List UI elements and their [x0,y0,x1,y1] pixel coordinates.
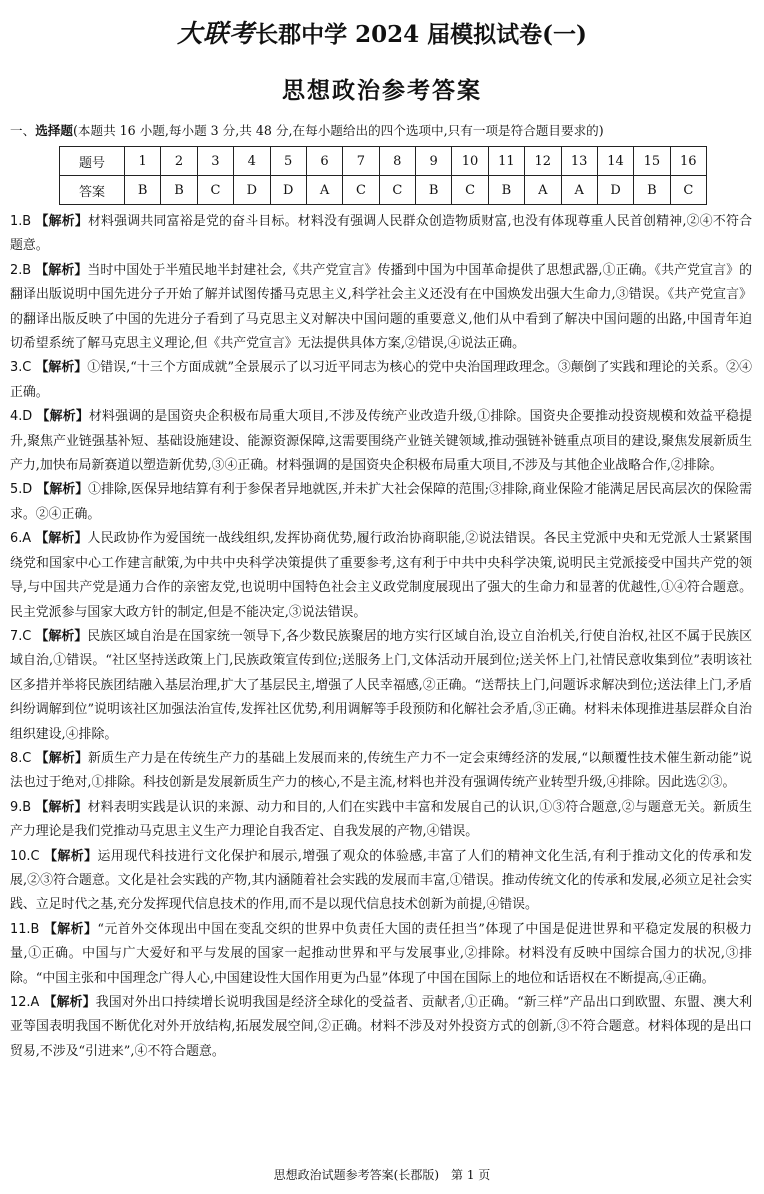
analysis-tag: 【解析】 [43,921,98,937]
analysis-tag: 【解析】 [36,482,89,498]
explanation-item [10,991,752,1064]
explanation-number: 4.D [10,409,33,425]
explanation-number: 1.B [10,214,32,229]
analysis-tag: 【解析】 [36,409,89,425]
question-number-cell: 14 [597,147,633,176]
explanation-list [10,210,752,1064]
page-footer: 思想政治试题参考答案(长郡版) 第 1 页 [273,1168,491,1182]
question-number-cell: 9 [416,147,452,176]
explanation-text: 运用现代科技进行文化保护和展示,增强了观众的体验感,丰富了人们的精神文化生活,有利于推动文化的传承和发展,②③符合题意。文化是社会实践的产物,其内涵随着社会实践的发展而丰富,①错误。推动传统文化的传承和发展,必须立足社会实践、立足时代之基,充分发挥现代信息技术的作用,而不是以现代信息技术创新为前提,④错误。 [10,848,752,913]
explanation-item [10,625,752,747]
answer-cell: B [161,176,197,205]
analysis-tag: 【解析】 [35,750,89,766]
explanation-number: 11.B [10,921,40,937]
explanation-text: 新质生产力是在传统生产力的基础上发展而来的,传统生产力不一定会束缚经济的发展,“以颠覆性技术催生新动能”说法也过于绝对,①排除。科技创新是发展新质生产力的核心,不是主流,材料也并没有强调传统产业转型升级,④排除。因此选②③。 [10,750,752,791]
explanation-number: 10.C [10,848,40,864]
section-title: 选择题 [35,123,73,138]
section-description: (本题共 16 小题,每小题 3 分,共 48 分,在每小题给出的四个选项中,只有一项是符合题目要求的) [72,123,604,138]
explanation-item [10,210,752,259]
answer-cell: C [379,176,415,205]
question-number-cell: 1 [125,147,161,176]
explanation-text: 民族区域自治是在国家统一领导下,各少数民族聚居的地方实行区域自治,设立自治机关,行使自治权,社区不属于民族区域自治,①错误。“社区坚持送政策上门,民族政策宣传到位;送服务上门,文体活动开展到位;送关怀上门,社情民意收集到位”表明该社区多措并举将民族团结融入基层治理,扩大了基层民主,增强了人民幸福感,②正确。“送帮扶上门,问题诉求解决到位;送法律上门,矛盾纠纷调解到位”说明该社区加强法治宣传,发挥社区优势,利用调解等手段预防和化解社会矛盾,③正确。材料未体现推进基层群众自治组织建设,④排除。 [10,628,753,742]
explanation-number: 9.B [10,799,32,815]
explanation-text: ①排除,医保异地结算有利于参保者异地就医,并未扩大社会保障的范围;③排除,商业保险才能满足居民高层次的保险需求。②④正确。 [10,482,752,522]
question-number-cell: 16 [670,147,706,176]
answer-cell: B [488,176,524,205]
answer-table-answer-row [60,176,707,205]
explanation-item [10,478,752,527]
answer-table [59,146,707,205]
explanation-text: 人民政协作为爱国统一战线组织,发挥协商优势,履行政治协商职能,②说法错误。各民主党派中央和无党派人士紧紧围绕党和国家中心工作建言献策,为中共中央科学决策提供了重要参考,这有利于中共中央科学决策,说明民主党派接受中国共产党的领导,与中国共产党是通力合作的亲密友党,也说明中国特色社会主义政党制度展现出了强大的生命力和显著的优越性,①④符合题意。民主党派参与国家大政方针的制定,但是不能决定,③说法错误。 [10,531,752,620]
question-number-cell: 7 [343,147,379,176]
question-number-cell: 5 [270,147,306,176]
question-number-cell: 2 [161,147,197,176]
explanation-number: 6.A [10,531,32,547]
answer-cell: A [561,176,597,205]
question-number-cell: 15 [634,147,670,176]
question-number-cell: 3 [197,147,233,176]
question-number-cell: 6 [306,147,342,176]
answer-cell: D [270,176,306,205]
analysis-tag: 【解析】 [35,214,88,229]
answer-cell: C [197,176,233,205]
analysis-tag: 【解析】 [43,995,96,1010]
answer-cell: B [125,176,161,205]
explanation-item [10,259,752,357]
answer-cell: A [306,176,342,205]
section-number: 一、 [10,123,36,138]
question-number-cell: 12 [525,147,561,176]
section-heading [10,120,758,140]
question-number-cell: 10 [452,147,488,176]
answer-cell: C [670,176,706,205]
explanation-number: 8.C [10,750,32,766]
analysis-tag: 【解析】 [44,848,98,864]
brand-logo-text: 大联考 [177,19,256,48]
answer-cell: C [343,176,379,205]
question-number-cell: 8 [379,147,415,176]
explanation-item [10,845,752,918]
answer-cell: D [597,176,633,205]
explanation-item [10,918,752,991]
explanation-number: 12.A [10,995,40,1010]
answer-cell: A [525,176,561,205]
explanation-item [10,527,752,625]
answer-cell: B [416,176,452,205]
explanation-number: 3.C [10,360,32,376]
explanation-text: 当时中国处于半殖民地半封建社会,《共产党宣言》传播到中国为中国革命提供了思想武器,①正确。《共产党宣言》的翻译出版说明中国先进分子开始了解并试图传播马克思主义,科学社会主义还没有在中国焕发出强大生命力,③错误。《共产党宣言》的翻译出版反映了中国的先进分子看到了马克思主义对解决中国问题的重要意义,他们从中看到了解决中国问题的出路,中国青年迫切希望系统了解马克思主义理论,但《共产党宣言》无法提供具体方案,②错误,④说法正确。 [10,262,752,352]
answer-cell: B [634,176,670,205]
explanation-text: 我国对外出口持续增长说明我国是经济全球化的受益者、贡献者,①正确。“新三样”产品出口到欧盟、东盟、澳大利亚等国表明我国不断优化对外开放结构,拓展发展空间,②正确。材料不涉及对外投资方式的创新,③不符合题意。材料体现的是出口贸易,不涉及“引进来”,④不符合题意。 [10,995,752,1059]
answer-cell: D [234,176,270,205]
analysis-tag: 【解析】 [35,799,88,815]
page-subtitle: 思想政治参考答案 [282,78,482,104]
question-number-cell: 13 [561,147,597,176]
question-row-label: 题号 [60,147,125,176]
explanation-item [10,405,752,478]
analysis-tag: 【解析】 [35,531,88,547]
analysis-tag: 【解析】 [35,628,88,644]
explanation-item [10,356,752,405]
explanation-number: 2.B [10,262,32,278]
answer-row-label: 答案 [60,176,125,205]
question-number-cell: 11 [488,147,524,176]
explanation-text: ①错误,“十三个方面成就”全景展示了以习近平同志为核心的党中央治国理政理念。③颠倒了实践和理论的关系。②④正确。 [10,360,752,400]
explanation-text: 材料强调的是国资央企积极布局重大项目,不涉及传统产业改造升级,①排除。国资央企要推动投资规模和效益平稳提升,聚焦产业链强基补短、基础设施建设、能源资源保障,这需要围绕产业链关键领域,推动强链补链重点项目的建设,聚焦发展新质生产力,加快布局新赛道以塑造新优势,③④正确。材料强调的是国资央企积极布局重大项目,不涉及与其他企业战略合作,②排除。 [10,409,752,474]
analysis-tag: 【解析】 [35,360,88,376]
explanation-item [10,747,752,796]
explanation-text: 材料强调共同富裕是党的奋斗目标。材料没有强调人民群众创造物质财富,也没有体现尊重人民首创精神,②④不符合题意。 [10,214,752,254]
answer-cell: C [452,176,488,205]
analysis-tag: 【解析】 [35,262,88,278]
answer-table-question-row [60,147,707,176]
explanation-number: 5.D [10,482,33,498]
exam-title: 长郡中学 2024 届模拟试卷(一) [255,21,587,48]
explanation-text: “元首外交体现出中国在变乱交织的世界中负责任大国的责任担当”体现了中国是促进世界和平稳定发展的积极力量,①正确。中国与广大爱好和平与发展的国家一起推动世界和平与发展事业,②排除。材料没有反映中国综合国力的状况,③排除。“中国主张和中国理念广得人心,中国建设性大国作用更为凸显”体现了中国在国际上的地位和话语权在不断提高,④正确。 [10,921,752,986]
question-number-cell: 4 [234,147,270,176]
explanation-item [10,796,752,845]
explanation-number: 7.C [10,628,32,644]
exam-header [0,14,764,50]
explanation-text: 材料表明实践是认识的来源、动力和目的,人们在实践中丰富和发展自己的认识,①③符合题意,②与题意无关。新质生产力理论是我们党推动马克思主义生产力理论自我否定、自我发展的产物,④错误。 [10,799,752,840]
